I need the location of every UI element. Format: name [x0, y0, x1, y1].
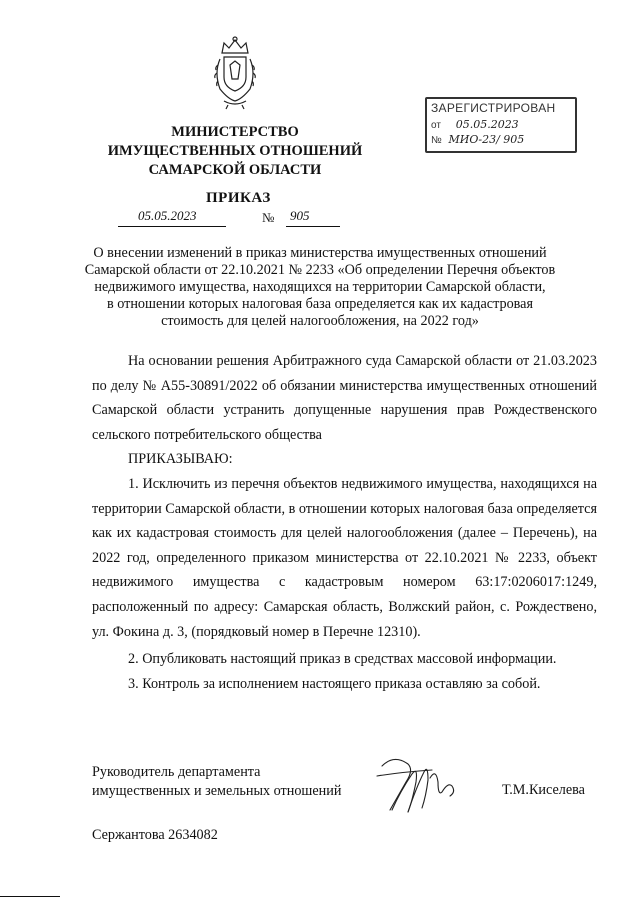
order-subject — [74, 245, 566, 330]
subject-line: О внесении изменений в приказ министерства имущественных отношений — [93, 245, 547, 261]
ministry-name — [100, 123, 370, 180]
position-line-1: Руководитель департамента — [92, 764, 261, 780]
order-word: ПРИКАЗЫВАЮ: — [128, 451, 233, 468]
order-title: ПРИКАЗ — [206, 190, 271, 206]
stamp-date-prefix: от — [431, 120, 441, 131]
position-line-2: имущественных и земельных отношений — [92, 783, 342, 799]
stamp-date: 05.05.2023 — [455, 118, 519, 131]
coat-of-arms-emblem — [210, 35, 260, 111]
signatory-name: Т.М.Киселева — [502, 782, 585, 798]
subject-line: в отношении которых налоговая база определяется как их кадастровая — [106, 296, 533, 312]
handwritten-signature — [372, 752, 472, 816]
stamp-number: МИО-23/ 905 — [448, 133, 525, 146]
executor-contact: Сержантова 2634082 — [92, 827, 218, 843]
ministry-line-3: САМАРСКОЙ ОБЛАСТИ — [148, 162, 322, 178]
stamp-number-prefix: № — [431, 135, 442, 146]
item-3-paragraph: 3. Контроль за исполнением настоящего приказа оставляю за собой. — [128, 675, 541, 692]
registration-stamp — [425, 97, 577, 153]
signatory-position — [92, 763, 341, 801]
ministry-line-1: МИНИСТЕРСТВО — [171, 124, 299, 140]
order-date: 05.05.2023 — [138, 208, 197, 223]
subject-line: Самарской области от 22.10.2021 № 2233 «Об определении Перечня объектов — [84, 262, 556, 278]
subject-line: недвижимого имущества, находящихся на территории Самарской области, — [94, 279, 546, 295]
basis-paragraph: На основании решения Арбитражного суда Самарской области от 21.03.2023 по делу № А55-30891/2022 об обязании министерства имущественных отношений Самарской области устранить допущенные нарушения прав Рождественского сельского потребительского общества — [92, 353, 597, 443]
item-1-paragraph: 1. Исключить из перечня объектов недвижимого имущества, находящихся на территории Самарской области, в отношении которых налоговая база определяется как их кадастровая стоимость для целей налогообложения (далее – Перечень), на 2022 год, определенного приказом министерства от 22.10.2021 № 2233, объект недвижимого имущества с кадастровым номером 63:17:0206017:1249, расположенный по адресу: Самарская область, Волжский район, с. Рождествено, ул. Фокина д. 3, (порядковый номер в Перечне 12310). — [92, 475, 597, 640]
item-2-paragraph: 2. Опубликовать настоящий приказ в средствах массовой информации. — [128, 651, 557, 668]
ministry-line-2: ИМУЩЕСТВЕННЫХ ОТНОШЕНИЙ — [107, 143, 363, 159]
order-body — [92, 349, 597, 696]
subject-line: стоимость для целей налогообложения, на 2022 год» — [161, 313, 479, 329]
order-number: 905 — [290, 208, 310, 223]
footer-divider — [0, 896, 60, 897]
order-date-number — [118, 206, 348, 228]
stamp-title: ЗАРЕГИСТРИРОВАН — [431, 101, 556, 115]
order-number-sign: № — [262, 210, 275, 225]
